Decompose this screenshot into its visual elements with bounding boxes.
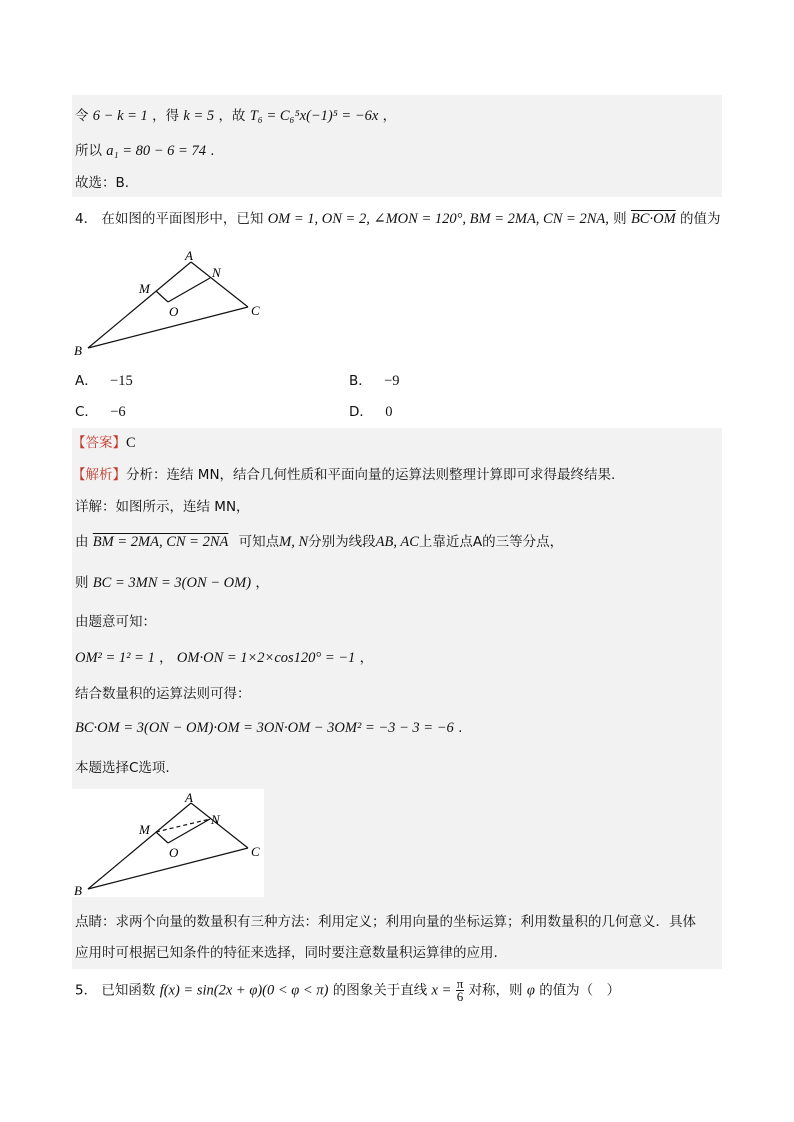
- solution3-eq4: a₁ = 80 − 6 = 74: [106, 143, 206, 159]
- fig2-label-n: N: [211, 812, 220, 827]
- solution3-eq1: 6 − k = 1: [92, 108, 148, 124]
- question4-stem: 4． 在如图的平面图形中，已知 OM = 1, ON = 2, ∠MON = 120°, BM = 2MA, CN = 2NA, 则 BC·OM 的值为: [75, 211, 721, 227]
- question4-figure: [70, 245, 270, 360]
- fig2-label-m: M: [139, 822, 150, 837]
- fig2-label-a: A: [185, 790, 193, 805]
- question4-target: BC·OM: [630, 211, 676, 227]
- option-b[interactable]: B． −9: [349, 373, 400, 389]
- comment-line1: 点睛：求两个向量的数量积有三种方法：利用定义；利用向量的坐标运算；利用数量积的几何意义．具体: [75, 914, 696, 930]
- step2-line: 则 BC = 3MN = 3(ON − OM) ，: [75, 575, 269, 591]
- question5-stem: 5． 已知函数 f(x) = sin(2x + φ)(0 < φ < π) 的图象关于直线 x = $\frac{\pi}{6}$ 对称，则 φ 的值为（ ）: [75, 976, 621, 1004]
- question4-conditions: OM = 1, ON = 2, ∠MON = 120°, BM = 2MA, CN = 2NA,: [267, 211, 609, 227]
- fig1-label-n: N: [212, 265, 221, 280]
- fig1-label-m: M: [139, 281, 150, 296]
- step2-eq: BC = 3MN = 3(ON − OM): [92, 575, 252, 591]
- fig2-label-o: O: [169, 845, 179, 860]
- question4-number: 4．: [75, 211, 98, 227]
- solution3-line2: 所以 a₁ = 80 − 6 = 74 .: [75, 143, 215, 159]
- detail-line: 详解：如图所示，连结 MN，: [75, 499, 250, 515]
- fig1-label-a: A: [185, 248, 193, 263]
- answer-line: [72, 433, 136, 453]
- step3-line: 由题意可知：: [75, 614, 156, 630]
- solution3-eq2: k = 5: [183, 108, 215, 124]
- answer-tag: 【答案】: [72, 435, 126, 451]
- step1-line: 由 BM = 2MA, CN = 2NA 可知点M, N分别为线段AB, AC上靠近点A的三等分点，: [75, 534, 564, 550]
- comment-line2: 应用时可根据已知条件的特征来选择，同时要注意数量积运算律的应用.: [75, 945, 498, 961]
- step6-line: BC·OM = 3(ON − OM)·OM = 3ON·OM − 3OM² = −3 − 3 = −6 .: [75, 720, 463, 736]
- fig1-label-c: C: [251, 303, 260, 318]
- step4-line: OM² = 1² = 1 ， OM·ON = 1×2×cos120° = −1 ，: [75, 650, 374, 666]
- question5-number: 5．: [75, 982, 98, 999]
- step7-line: 本题选择C选项.: [75, 760, 170, 776]
- option-d[interactable]: D． 0: [349, 404, 393, 420]
- step5-line: 结合数量积的运算法则可得：: [75, 686, 251, 702]
- fig2-label-c: C: [251, 844, 260, 859]
- answer-figure: [70, 789, 270, 899]
- solution3-line3: 故选：B.: [75, 175, 130, 191]
- step4-eq1: OM² = 1² = 1: [75, 650, 155, 666]
- step4-eq2: OM·ON = 1×2×cos120° = −1: [176, 650, 356, 666]
- fig1-label-b: B: [74, 343, 82, 358]
- solution3-line1: 令 6 − k = 1 ，得 k = 5 ，故 T₆ = C₆⁵x(−1)⁵ = −6x ，: [75, 108, 397, 124]
- solution3-eq3: T₆ = C₆⁵x(−1)⁵ = −6x: [249, 108, 379, 124]
- fig2-label-b: B: [74, 883, 82, 898]
- analysis-line: 【解析】分析：连结 MN，结合几何性质和平面向量的运算法则整理计算即可求得最终结果.: [72, 467, 616, 483]
- analysis-tag: 【解析】: [72, 467, 126, 483]
- question5-function: f(x) = sin(2x + φ)(0 < φ < π): [159, 982, 329, 999]
- question5-fraction: $\frac{\pi}{6}$: [456, 976, 464, 1004]
- option-c[interactable]: C． −6: [75, 404, 126, 420]
- step1-eq: BM = 2MA, CN = 2NA: [92, 534, 229, 550]
- fig1-label-o: O: [169, 304, 179, 319]
- step6-eq: BC·OM = 3(ON − OM)·OM = 3ON·OM − 3OM² = −3 − 3 = −6: [75, 720, 454, 736]
- option-a[interactable]: A． −15: [75, 373, 133, 389]
- answer-value: C: [126, 435, 136, 451]
